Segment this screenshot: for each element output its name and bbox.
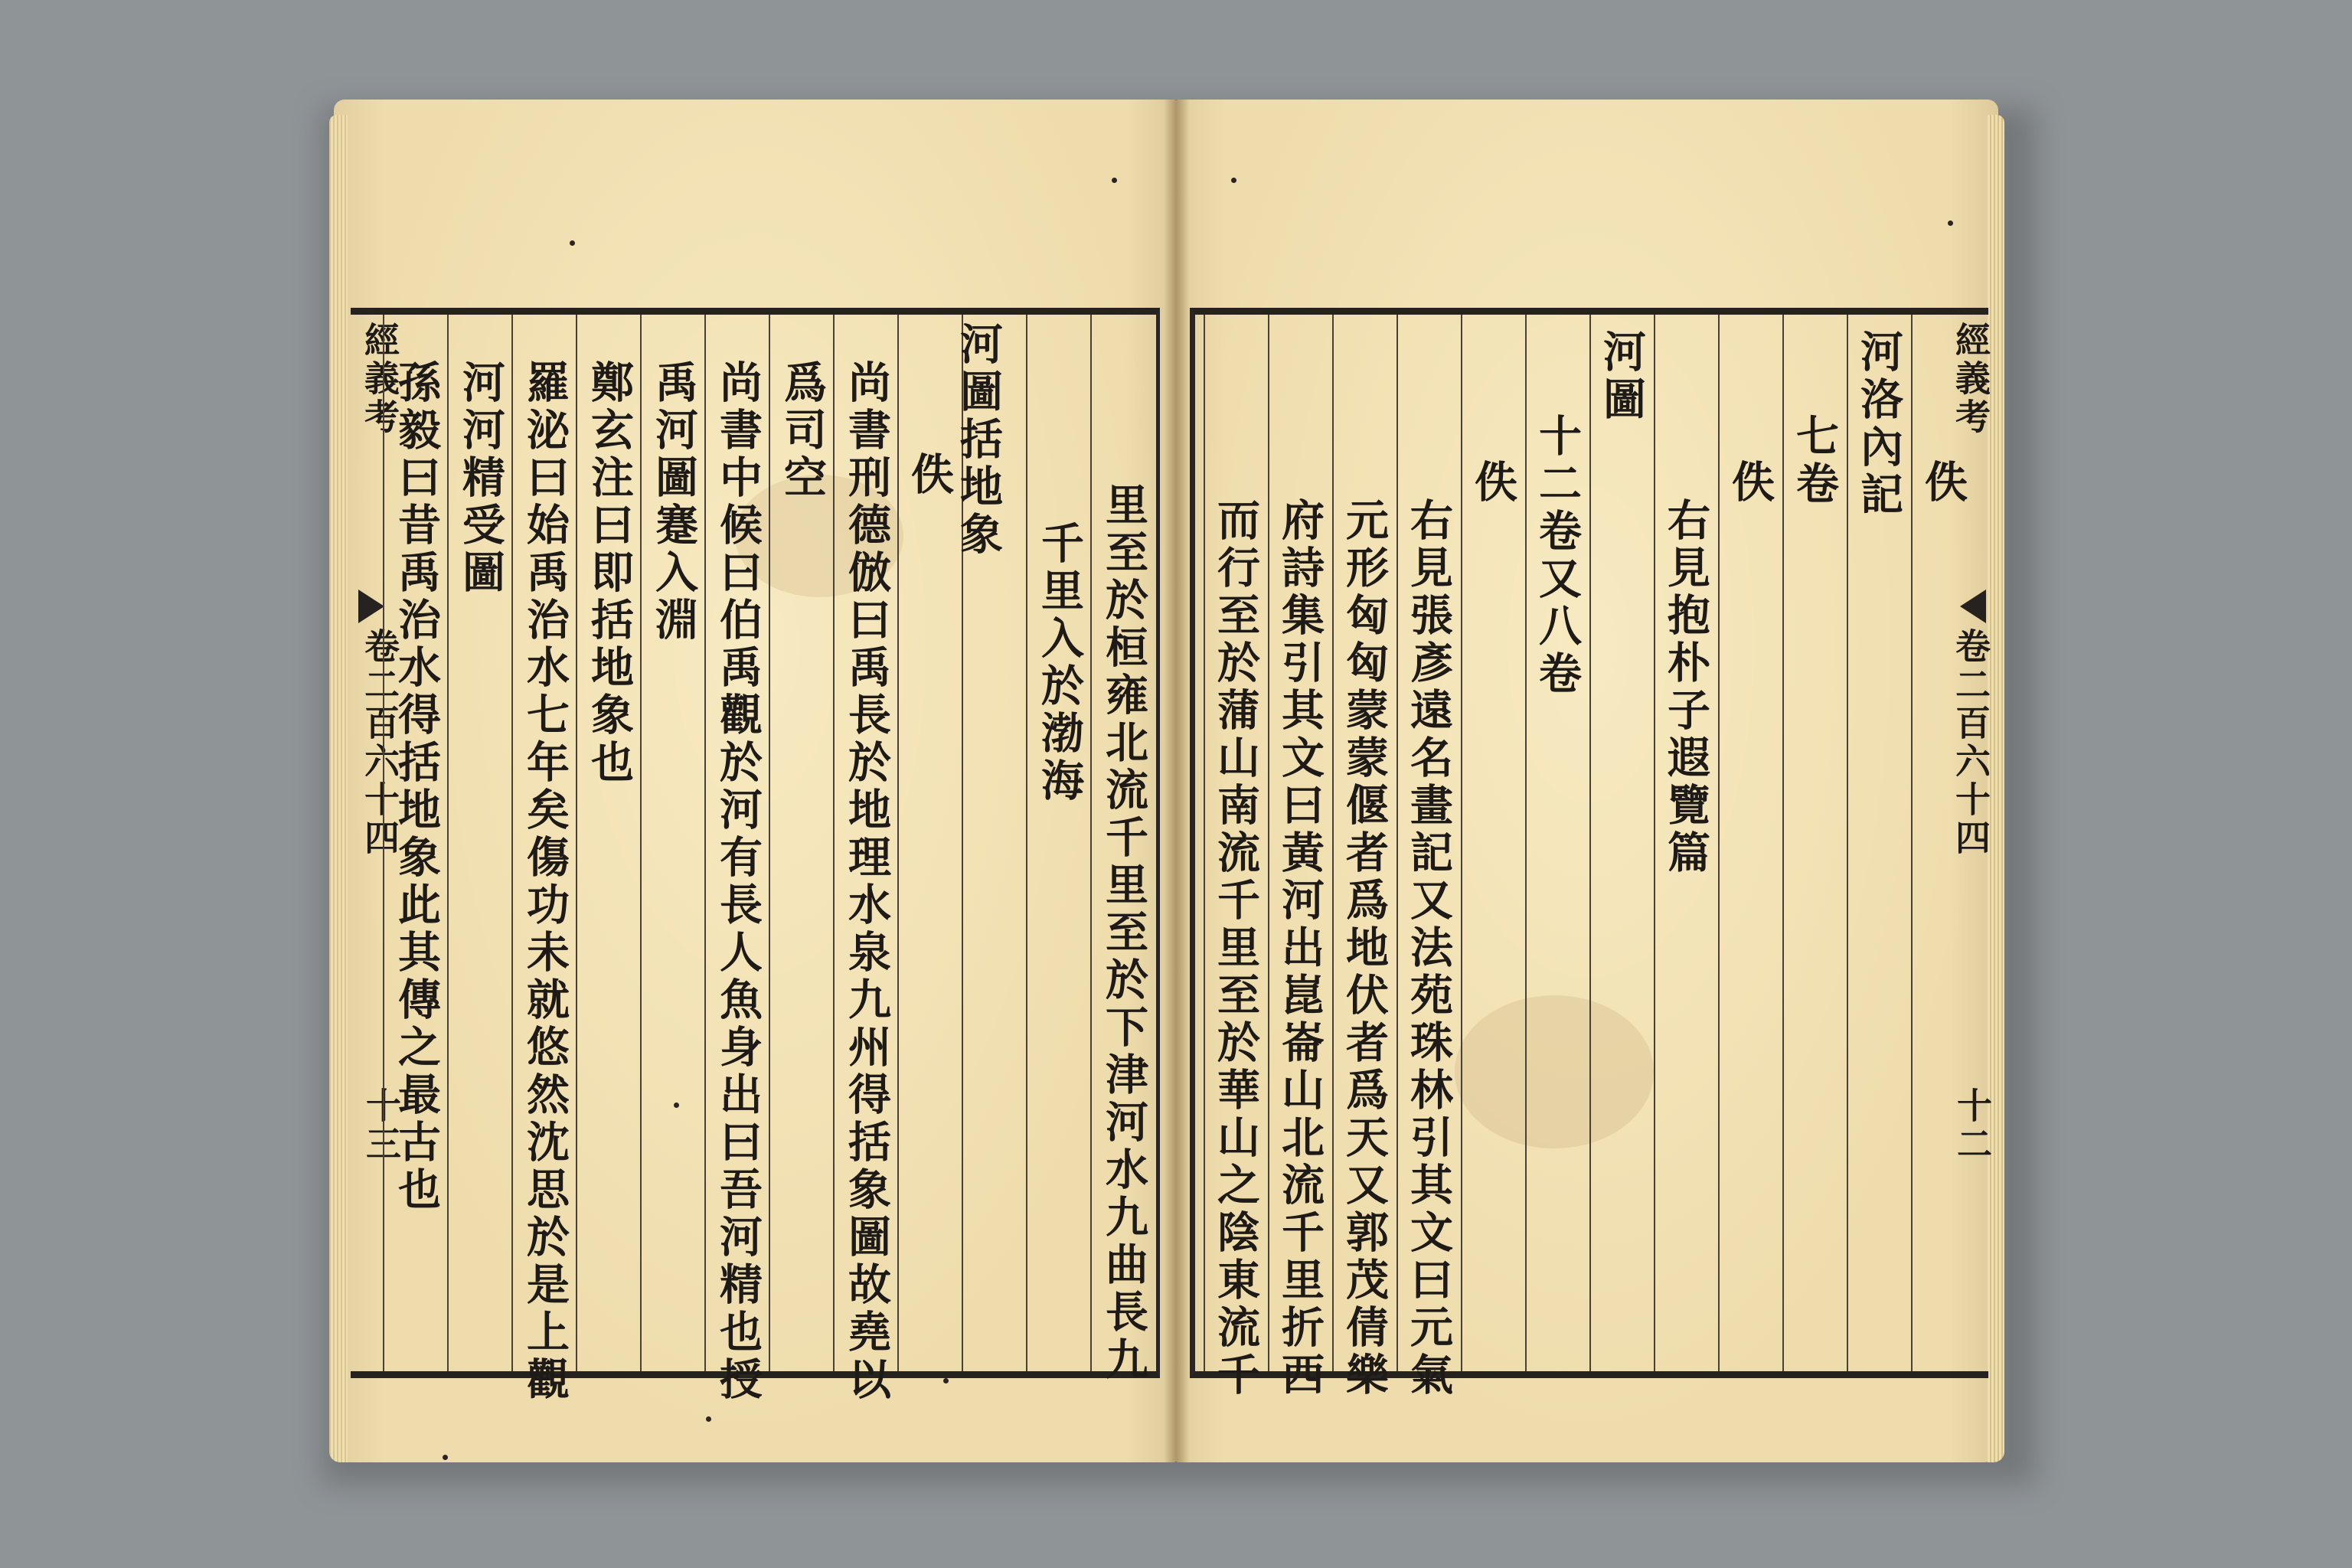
text-column: 禹河圖蹇入淵 <box>648 360 699 645</box>
text-column: 鄭玄注曰即括地象也 <box>584 360 635 787</box>
text-column: 佚 <box>904 452 955 499</box>
text-column: 河河精受圖 <box>456 360 506 597</box>
paper-speck <box>1948 220 1953 226</box>
fish-tail-mark <box>358 590 384 623</box>
left-margin-title: 經義考 <box>359 322 400 436</box>
text-column: 千里入於渤海 <box>1034 521 1085 805</box>
fish-tail-mark <box>1960 590 1986 623</box>
right-margin-title: 經義考 <box>1950 322 1991 436</box>
text-column: 孫毅曰昔禹治水得括地象此其傳之最古也 <box>391 360 442 1214</box>
text-column: 佚 <box>1468 459 1518 507</box>
paper-speck <box>1112 178 1117 183</box>
text-column: 而行至於蒲山南流千里至於華山之陰東流千 <box>1210 498 1261 1400</box>
paper-speck <box>943 1378 949 1383</box>
text-column: 佚 <box>1918 459 1968 507</box>
right-margin-volume: 卷二百六十四 <box>1950 628 1991 858</box>
text-column: 右見抱朴子遐覽篇 <box>1661 498 1711 877</box>
left-page-stack-edge <box>329 115 348 1462</box>
paper-speck <box>570 240 575 246</box>
column-rule <box>1589 315 1654 1371</box>
text-column: 尚書中候曰伯禹觀於河有長人魚身出曰吾河精也授 <box>713 360 763 1404</box>
text-column: 府詩集引其文曰黃河出崑崙山北流千里折西 <box>1275 498 1325 1400</box>
text-column: 爲司空 <box>777 360 828 502</box>
book-gutter <box>1164 100 1190 1462</box>
left-margin-volume: 卷二百六十四 <box>359 628 400 858</box>
left-margin-folio: 十三 <box>361 1087 402 1164</box>
text-column: 羅泌曰始禹治水七年矣傷功未就悠然沈思於是上觀 <box>520 360 570 1404</box>
paper-speck <box>1231 178 1236 183</box>
text-column: 尚書刑德倣曰禹長於地理水泉九州得括象圖故堯以 <box>841 360 892 1404</box>
text-column: 元形匈匈蒙蒙偃者爲地伏者爲天又郭茂倩樂 <box>1339 498 1390 1400</box>
paper-speck <box>706 1416 711 1422</box>
text-column: 七卷 <box>1789 413 1840 508</box>
text-column: 河圖 <box>1596 329 1647 424</box>
column-rule <box>1026 315 1090 1371</box>
text-column: 十二卷又八卷 <box>1532 413 1583 698</box>
text-column: 佚 <box>1725 459 1775 507</box>
right-margin-folio: 十二 <box>1952 1087 1993 1164</box>
text-column: 河圖括地象 <box>953 322 1004 559</box>
paper-speck <box>443 1455 448 1460</box>
text-column: 里至於桓雍北流千里至於下津河水九曲長九 <box>1099 482 1149 1384</box>
text-column: 河洛內記 <box>1854 329 1904 519</box>
text-column: 右見張彥遠名畫記又法苑珠林引其文曰元氣 <box>1403 498 1454 1400</box>
